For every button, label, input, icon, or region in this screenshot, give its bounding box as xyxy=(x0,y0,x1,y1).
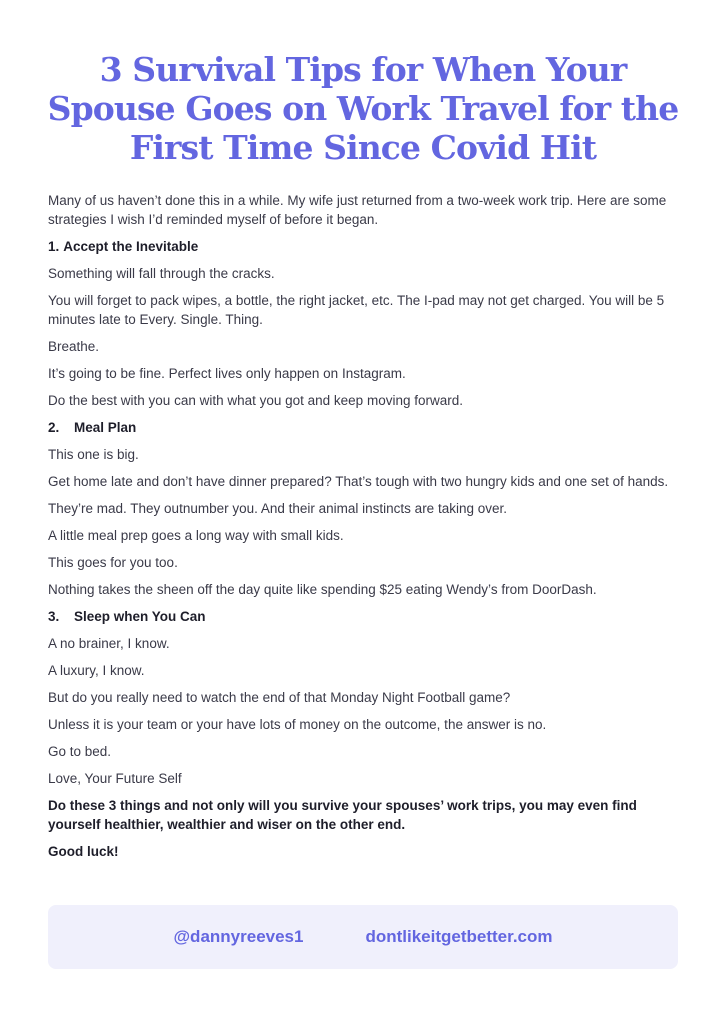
paragraph: A no brainer, I know. xyxy=(48,636,170,651)
paragraph: Nothing takes the sheen off the day quite like spending $25 eating Wendy’s from DoorDash. xyxy=(48,582,597,597)
paragraph: A little meal prep goes a long way with small kids. xyxy=(48,528,344,543)
closing-paragraph: Do these 3 things and not only will you survive your spouses’ work trips, you may even find yourself healthier, wealthier and wiser on the other end. xyxy=(48,798,637,832)
paragraph: You will forget to pack wipes, a bottle, the right jacket, etc. The I-pad may not get charged. You will be 5 minutes late to Every. Single. Thing. xyxy=(48,293,665,327)
section-heading-meal-plan xyxy=(48,418,678,437)
paragraph: A luxury, I know. xyxy=(48,663,145,678)
section-title: Meal Plan xyxy=(74,420,137,435)
section-number: 3. xyxy=(48,609,60,624)
section-number: 1. xyxy=(48,239,60,254)
paragraph: Something will fall through the cracks. xyxy=(48,266,275,281)
paragraph: Unless it is your team or your have lots of money on the outcome, the answer is no. xyxy=(48,717,547,732)
article-title: 3 Survival Tips for When Your Spouse Goes on Work Travel for the First Time Since Covid Hit xyxy=(47,50,679,167)
article-body xyxy=(48,191,678,869)
section-heading-sleep-when-you-can xyxy=(48,607,678,626)
intro-paragraph: Many of us haven’t done this in a while. My wife just returned from a two-week work trip. Here are some strategies I wish I’d reminded myself of before it began. xyxy=(48,193,667,227)
section-title: Sleep when You Can xyxy=(74,609,206,624)
website-link[interactable]: dontlikeitgetbetter.com xyxy=(365,927,553,946)
signoff: Good luck! xyxy=(48,844,119,859)
footer-banner xyxy=(48,905,678,969)
paragraph: Love, Your Future Self xyxy=(48,771,182,786)
paragraph: Get home late and don’t have dinner prepared? That’s tough with two hungry kids and one set of hands. xyxy=(48,474,669,489)
paragraph: Do the best with you can with what you got and keep moving forward. xyxy=(48,393,463,408)
section-heading-accept-the-inevitable xyxy=(48,237,678,256)
paragraph: They’re mad. They outnumber you. And their animal instincts are taking over. xyxy=(48,501,507,516)
paragraph: Go to bed. xyxy=(48,744,112,759)
paragraph: This one is big. xyxy=(48,447,139,462)
paragraph: This goes for you too. xyxy=(48,555,178,570)
paragraph: Breathe. xyxy=(48,339,100,354)
social-handle-link[interactable]: @dannyreeves1 xyxy=(173,927,304,946)
section-number: 2. xyxy=(48,420,60,435)
section-title: Accept the Inevitable xyxy=(63,239,199,254)
paragraph: It’s going to be fine. Perfect lives only happen on Instagram. xyxy=(48,366,406,381)
paragraph: But do you really need to watch the end of that Monday Night Football game? xyxy=(48,690,511,705)
